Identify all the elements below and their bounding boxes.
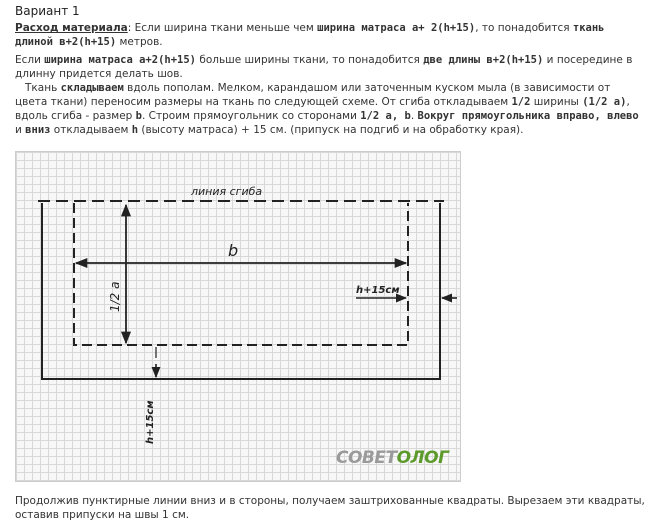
p3-text-g: и — [15, 124, 26, 136]
p1-text-b: , то понадобится — [475, 22, 573, 34]
paragraph-fold-instructions — [15, 81, 645, 137]
fold-line-label: линия сгиба — [191, 185, 263, 198]
p3-bold-e: 1/2 a, b — [360, 110, 411, 122]
diagram-svg — [16, 152, 460, 481]
paragraph-material-consumption — [15, 21, 645, 49]
half-a-label: 1/2 a — [108, 281, 122, 312]
sovetolog-logo — [336, 448, 448, 468]
p3-bold-d: b — [135, 110, 142, 122]
p3-bold-a: складываем — [60, 82, 124, 94]
p3-bold-g: вниз — [25, 124, 51, 136]
h15-right-label: h+15см — [356, 285, 400, 296]
p1-bold-a: ширина матраса а+ 2(h+15) — [317, 22, 476, 34]
material-label: Расход материала — [15, 22, 128, 34]
p3-bold-h: h — [131, 124, 139, 136]
page-title: Вариант 1 — [15, 4, 80, 18]
cutting-diagram — [15, 151, 461, 482]
inner-rectangle — [74, 203, 408, 345]
p1-bold-b: ткань длиной в+2(h+15) — [15, 22, 605, 48]
p3-bold-f: Вокруг прямоугольника вправо, влево — [417, 110, 639, 122]
p2-bold-a: ширина матраса а+2(h+15) — [44, 54, 196, 66]
p3-text-f: . — [410, 110, 418, 122]
p3-text-h: откладываем — [50, 124, 132, 136]
paragraph-continue: Продолжив пунктирные линии вниз и в стороны, получаем заштрихованные квадраты. Вырезаем эти квадраты, оставив припуски на швы 1 см. — [15, 495, 645, 521]
p3-bold-c: (1/2 а) — [582, 96, 627, 108]
p2-text-c: и посередине в длинну придется делать шов. — [15, 54, 633, 80]
p3-text-a: Ткань — [25, 82, 61, 94]
p2-text-b: больше ширины ткани, то понадобится — [196, 54, 424, 66]
paragraph-two-lengths — [15, 53, 645, 81]
p2-bold-b: две длины в+2(h+15) — [423, 54, 544, 66]
p3-text-d: , вдоль сгиба - размер — [15, 96, 630, 122]
p1-text-a: : Если ширина ткани меньше чем — [127, 22, 318, 34]
p3-text-i: (высоту матраса) + 15 см. (припуск на подгиб и на обработку края). — [138, 124, 524, 136]
p2-text-a: Если — [15, 54, 45, 66]
p3-bold-b: 1/2 — [511, 96, 531, 108]
p3-text-c: ширины — [530, 96, 583, 108]
p3-text-b: вдоль пополам. Мелком, карандашом или заточенным куском мыла (в зависимости от цвета ткани) переносим размеры на ткань по следующей схеме. От сгиба откладываем — [15, 82, 611, 108]
p3-text-e: . Строим прямоугольник со сторонами — [142, 110, 361, 122]
logo-prefix: СОВЕТ — [336, 448, 397, 468]
b-label: b — [228, 241, 239, 260]
logo-suffix: ОЛОГ — [396, 448, 449, 468]
h15-bottom-label: h+15см — [145, 400, 156, 444]
p1-text-c: метров. — [116, 36, 163, 48]
